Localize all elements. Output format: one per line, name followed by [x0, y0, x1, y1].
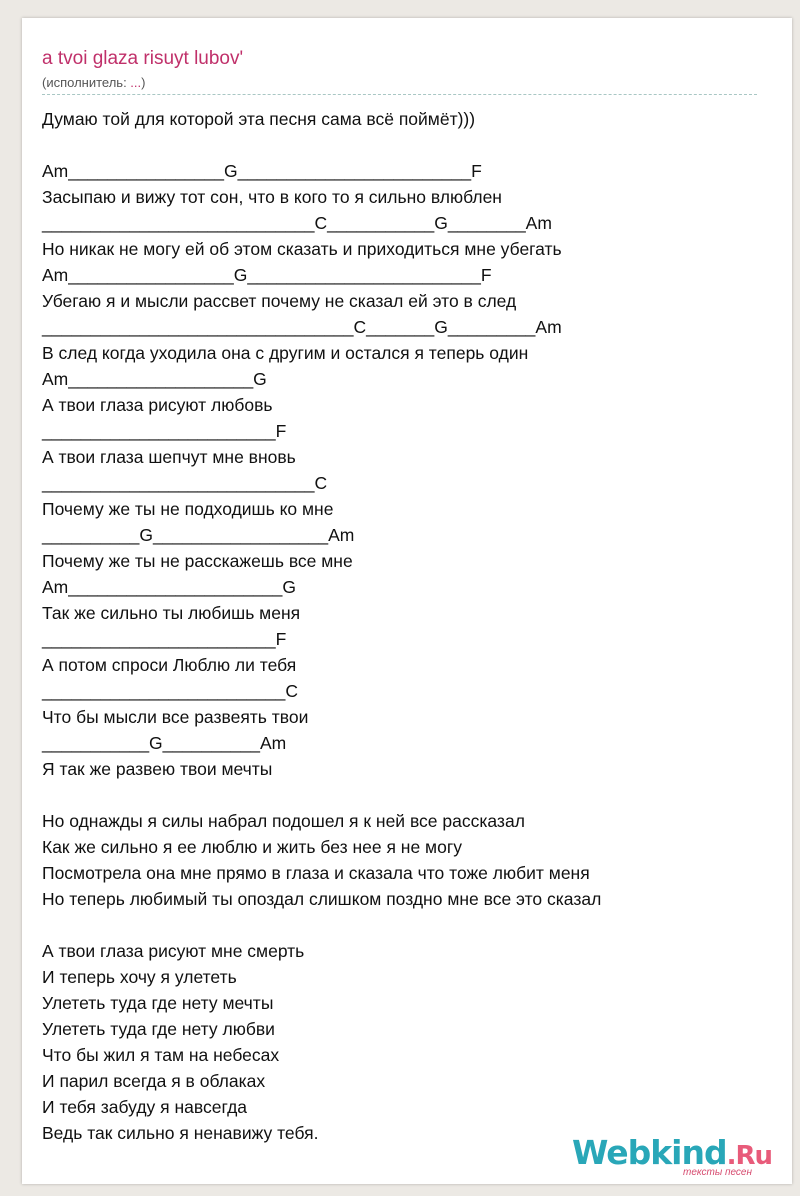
lyric-line	[42, 912, 772, 938]
lyric-line: В след когда уходила она с другим и остался я теперь один	[42, 343, 529, 363]
lyric-line: Ведь так сильно я ненавижу тебя.	[42, 1123, 319, 1143]
watermark-brand: Webkind	[571, 1133, 727, 1172]
lyric-line: __________G__________________Am	[42, 525, 355, 545]
lyric-line: Улететь туда где нету любви	[42, 1019, 275, 1039]
performer-link[interactable]: ...	[130, 75, 142, 90]
performer-close: )	[141, 75, 146, 90]
lyric-line: А твои глаза рисуют любовь	[42, 395, 273, 415]
lyric-line: ________________________F	[42, 421, 287, 441]
lyric-line: Думаю той для которой эта песня сама всё поймёт)))	[42, 109, 476, 129]
watermark-tagline: тексты песен	[683, 1167, 752, 1178]
performer-line	[42, 75, 145, 90]
lyric-line	[42, 132, 772, 158]
lyrics-sheet	[22, 18, 792, 1184]
lyric-line: ________________________________C_______G_________Am	[42, 317, 562, 337]
lyric-line: Как же сильно я ее люблю и жить без нее я не могу	[42, 837, 462, 857]
lyric-line: ___________G__________Am	[42, 733, 287, 753]
lyric-line: Я так же развею твои мечты	[42, 759, 273, 779]
lyric-line: А потом спроси Люблю ли тебя	[42, 655, 297, 675]
lyric-line: Но никак не могу ей об этом сказать и приходиться мне убегать	[42, 239, 562, 259]
lyric-line: Am___________________G	[42, 369, 267, 389]
lyric-line: ________________________F	[42, 629, 287, 649]
lyric-line: Но однажды я силы набрал подошел я к ней все рассказал	[42, 811, 525, 831]
lyric-line: Am_________________G________________________F	[42, 265, 492, 285]
lyric-line: _________________________C	[42, 681, 298, 701]
lyric-line: Так же сильно ты любишь меня	[42, 603, 301, 623]
song-title[interactable]: a tvoi glaza risuyt lubov'	[42, 48, 244, 69]
lyric-line: И теперь хочу я улететь	[42, 967, 237, 987]
lyric-line: Но теперь любимый ты опоздал слишком поздно мне все это сказал	[42, 889, 602, 909]
lyric-line: Засыпаю и вижу тот сон, что в кого то я сильно влюблен	[42, 187, 502, 207]
lyric-line: ____________________________C	[42, 473, 328, 493]
lyric-line: Убегаю я и мысли рассвет почему не сказал ей это в след	[42, 291, 517, 311]
lyric-line: Что бы мысли все развеять твои	[42, 707, 309, 727]
lyric-line: И парил всегда я в облаках	[42, 1071, 266, 1091]
lyric-line: Улететь туда где нету мечты	[42, 993, 274, 1013]
title-divider	[42, 94, 757, 95]
lyric-line: Почему же ты не подходишь ко мне	[42, 499, 334, 519]
watermark-tld: .Ru	[726, 1141, 772, 1171]
lyric-line: Почему же ты не расскажешь все мне	[42, 551, 353, 571]
lyric-line: Что бы жил я там на небесах	[42, 1045, 280, 1065]
lyric-line: А твои глаза шепчут мне вновь	[42, 447, 296, 467]
lyric-line	[42, 782, 772, 808]
lyrics-body	[42, 106, 772, 1146]
lyric-line: А твои глаза рисуют мне смерть	[42, 941, 305, 961]
lyric-line: Посмотрела она мне прямо в глаза и сказала что тоже любит меня	[42, 863, 590, 883]
performer-label: (исполнитель:	[42, 75, 131, 90]
lyric-line: ____________________________C___________G________Am	[42, 213, 552, 233]
lyric-line: Am________________G________________________F	[42, 161, 482, 181]
lyric-line: И тебя забуду я навсегда	[42, 1097, 248, 1117]
lyric-line: Am______________________G	[42, 577, 296, 597]
